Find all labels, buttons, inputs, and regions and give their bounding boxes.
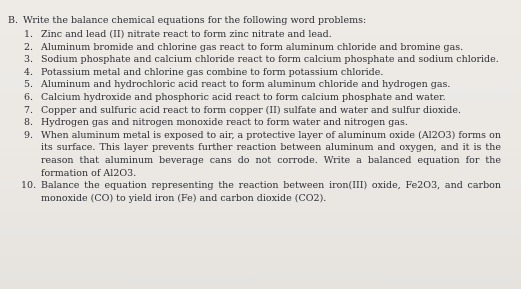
- problem-text: Balance the equation representing the reaction between iron(III) oxide, Fe2O3, and carbon monoxide (CO) to yield iron (Fe) and carbon dioxide (CO2).: [41, 180, 501, 204]
- problem-text: Aluminum and hydrochloric acid react to form aluminum chloride and hydrogen gas.: [41, 79, 451, 91]
- problem-item: [24, 92, 511, 105]
- problem-item: [24, 67, 511, 80]
- problem-text: Aluminum bromide and chlorine gas react to form aluminum chloride and bromine gas.: [41, 41, 464, 53]
- problem-text: Zinc and lead (II) nitrate react to form zinc nitrate and lead.: [41, 29, 332, 40]
- problem-item: [24, 105, 511, 118]
- problem-text: Calcium hydroxide and phosphoric acid react to form calcium phosphate and water.: [41, 91, 446, 103]
- problem-text: Copper and sulfuric acid react to form copper (II) sulfate and water and sulfur dioxide.: [41, 104, 462, 116]
- problem-number: 7.: [24, 104, 34, 116]
- problem-item: [24, 42, 511, 55]
- problem-number: 4.: [24, 66, 34, 78]
- problem-number: 2.: [24, 41, 34, 53]
- section-letter: B.: [8, 15, 19, 26]
- problem-item: [24, 79, 511, 92]
- problem-number: 10.: [21, 180, 37, 192]
- problem-list: [8, 29, 511, 205]
- problem-item: [21, 180, 511, 205]
- problem-item: [24, 117, 511, 130]
- problem-number: 9.: [24, 129, 34, 141]
- problem-text: When aluminum metal is exposed to air, a protective layer of aluminum oxide (Al2O3) forms on its surface. This layer prevents further reaction between aluminum and oxygen, and it is the reason that aluminum beverage cans do not corrode. Write a balanced equation for the formation of Al2O3.: [41, 129, 501, 179]
- section-header: [8, 14, 511, 28]
- problem-number: 1.: [24, 29, 34, 40]
- problem-text: Potassium metal and chlorine gas combine to form potassium chloride.: [41, 66, 384, 78]
- problem-number: 8.: [24, 117, 34, 129]
- problem-item: [24, 54, 511, 67]
- problem-text: Hydrogen gas and nitrogen monoxide react to form water and nitrogen gas.: [41, 117, 408, 129]
- problem-item: [24, 29, 511, 42]
- problem-item: [24, 130, 511, 180]
- section-instructions: Write the balance chemical equations for the following word problems:: [23, 15, 367, 26]
- problem-number: 5.: [24, 79, 34, 91]
- problem-number: 6.: [24, 91, 34, 103]
- problem-number: 3.: [24, 54, 34, 66]
- problem-text: Sodium phosphate and calcium chloride react to form calcium phosphate and sodium chloride.: [41, 54, 499, 66]
